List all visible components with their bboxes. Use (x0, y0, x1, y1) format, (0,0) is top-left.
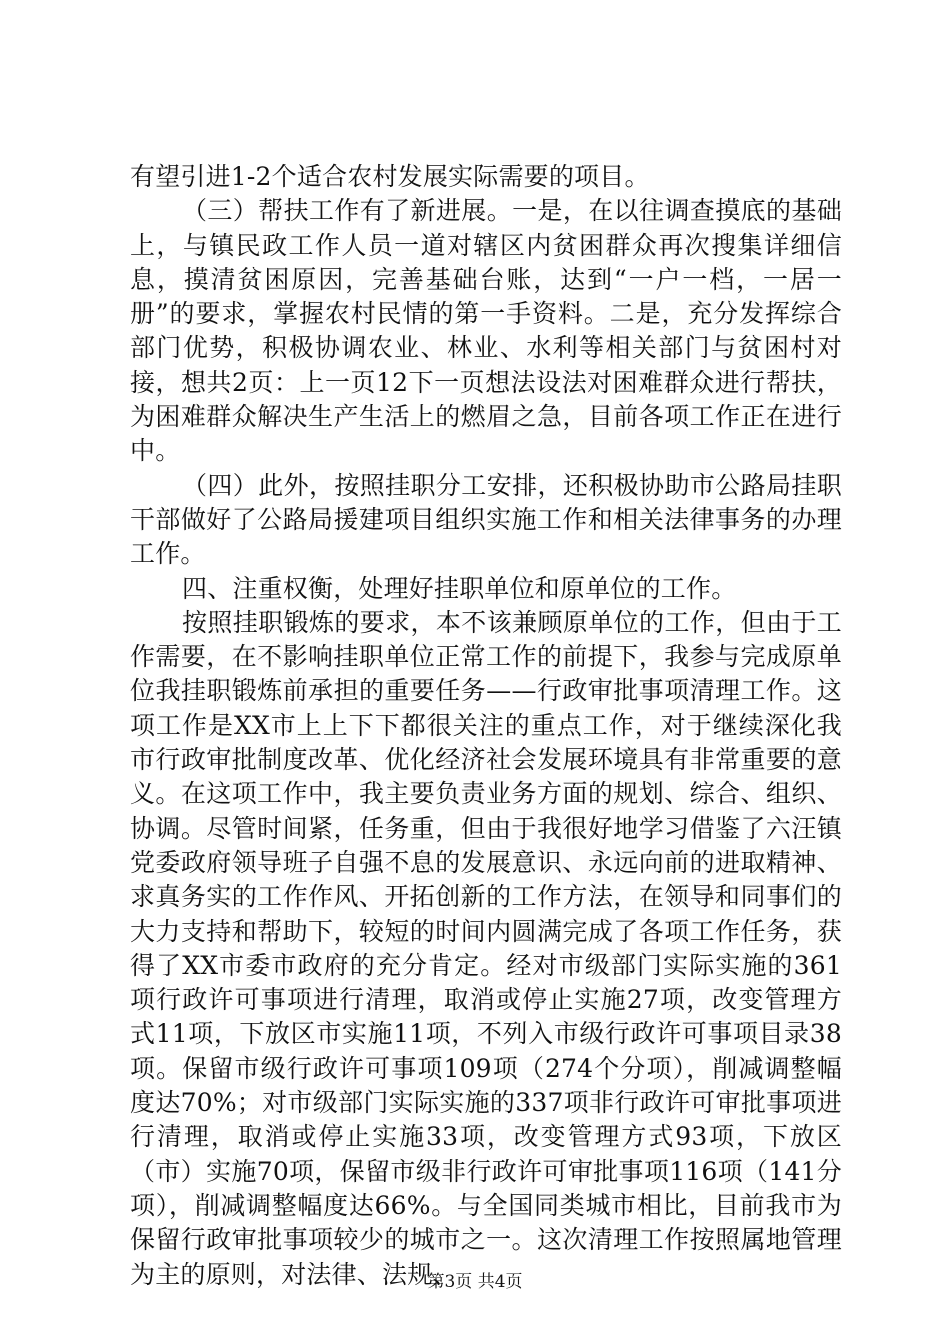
paragraph-4: 四、注重权衡，处理好挂职单位和原单位的工作。 (182, 573, 737, 603)
paragraph-5: 按照挂职锻炼的要求，本不该兼顾原单位的工作，但由于工作需要，在不影响挂职单位正常工作的前提下，我参与完成原单位我挂职锻炼前承担的重要任务——行政审批事项清理工作。这项工作是XX市上上下下都很关注的重点工作，对于继续深化我市行政审批制度改革、优化经济社会发展环境具有非常重要的意义。在这项工作中，我主要负责业务方面的规划、综合、组织、协调。尽管时间紧，任务重，但由于我很好地学习借鉴了六汪镇党委政府领导班子自强不息的发展意识、永远向前的进取精神、求真务实的工作作风、开拓创新的工作方法，在领导和同事们的大力支持和帮助下，较短的时间内圆满完成了各项工作任务，获得了XX市委市政府的充分肯定。经对市级部门实际实施的361项行政许可事项进行清理，取消或停止实施27项，改变管理方式11项，下放区市实施11项，不列入市级行政许可事项目录38项。保留市级行政许可事项109项（274个分项），削减调整幅度达70%；对市级部门实际实施的337项非行政许可审批事项进行清理，取消或停止实施33项，改变管理方式93项，下放区（市）实施70项，保留市级非行政许可审批事项116项（141分项），削减调整幅度达66%。与全国同类城市相比，目前我市为保留行政审批事项较少的城市之一。这次清理工作按照属地管理为主的原则，对法律、法规、 (130, 607, 842, 1289)
document-body (130, 160, 842, 1292)
paragraph-3: （四）此外，按照挂职分工安排，还积极协助市公路局挂职干部做好了公路局援建项目组织实施工作和相关法律事务的办理工作。 (130, 470, 842, 569)
page-footer: 第3页 共4页 (427, 1272, 523, 1292)
paragraph-2: （三）帮扶工作有了新进展。一是，在以往调查摸底的基础上，与镇民政工作人员一道对辖区内贫困群众再次搜集详细信息，摸清贫困原因，完善基础台账，达到“一户一档，一居一册”的要求，掌握农村民情的第一手资料。二是，充分发挥综合部门优势，积极协调农业、林业、水利等相关部门与贫困村对接，想共2页：上一页12下一页想法设法对困难群众进行帮扶，为困难群众解决生产生活上的燃眉之急，目前各项工作正在进行中。 (130, 196, 842, 466)
paragraph-1: 有望引进1-2个适合农村发展实际需要的项目。 (130, 162, 650, 191)
